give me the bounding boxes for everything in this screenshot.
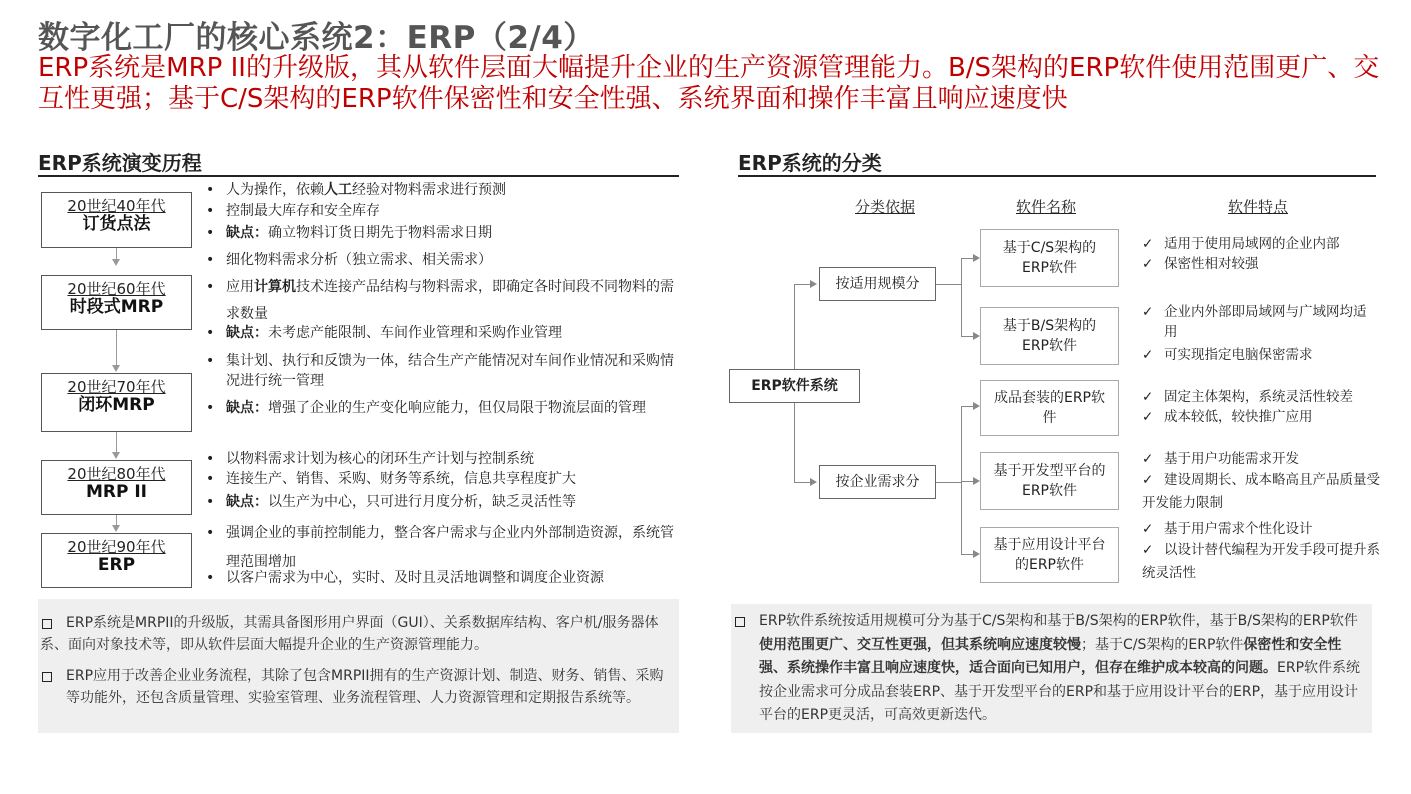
check-icon: ✓: [1142, 451, 1154, 467]
timeline-arrow: [112, 259, 120, 266]
era-bullet: • 以物料需求计划为核心的闭环生产计划与控制系统: [206, 451, 534, 467]
root-node: ERP软件系统: [729, 369, 860, 403]
tree-connector: [794, 482, 810, 483]
era-bullet: • 连接生产、销售、采购、财务等系统，信息共享程度扩大: [206, 471, 576, 487]
timeline-connector: [116, 248, 117, 259]
era-bullet: • 缺点：确立物料订货日期先于物料需求日期: [206, 225, 492, 241]
era-bullet: • 细化物料需求分析（独立需求、相关需求）: [206, 252, 492, 268]
tree-connector: [961, 406, 973, 407]
era-year: 20世纪60年代: [67, 280, 166, 298]
era-year: 20世纪80年代: [67, 465, 166, 483]
era-box-1980s: [41, 460, 192, 515]
tree-arrow: [973, 402, 980, 410]
tree-arrow: [810, 280, 817, 288]
category-node-scale: 按适用规模分: [819, 267, 936, 301]
tree-connector: [794, 284, 810, 285]
check-icon: ✓: [1142, 304, 1154, 320]
timeline-arrow: [112, 452, 120, 459]
check-icon: ✓: [1142, 542, 1154, 558]
era-name: 时段式MRP: [69, 297, 164, 317]
era-bullet: • 强调企业的事前控制能力，整合客户需求与企业内外部制造资源，系统管理范围增加: [206, 525, 674, 570]
software-node-bs: 基于B/S架构的ERP软件: [980, 307, 1119, 365]
left-note-panel: [38, 599, 679, 733]
tree-arrow: [973, 332, 980, 340]
timeline-arrow: [112, 525, 120, 532]
era-bullet: • 缺点：增强了企业的生产变化响应能力，但仅局限于物流层面的管理: [206, 400, 646, 416]
section-rule-right: [738, 175, 1376, 177]
timeline-connector: [116, 515, 117, 525]
column-header-basis: 分类依据: [855, 198, 916, 216]
software-node-dev-platform: 基于开发型平台的ERP软件: [980, 452, 1119, 510]
checkbox-square-icon: [42, 672, 52, 682]
feature-list-packaged: ✓ 固定主体架构，系统灵活性较差 ✓ 成本较低，较快推广应用: [1142, 389, 1353, 425]
feature-list-cs: ✓ 适用于使用局域网的企业内部 ✓ 保密性相对较强: [1142, 236, 1340, 272]
page-subtitle: ERP系统是MRP II的升级版，其从软件层面大幅提升企业的生产资源管理能力。B/S架构的ERP软件使用范围更广、交互性更强；基于C/S架构的ERP软件保密性和安全性强、系统界面和操作丰富且响应速度快: [38, 53, 1380, 114]
era-name: 订货点法: [82, 214, 151, 234]
column-header-name: 软件名称: [1016, 198, 1077, 216]
era-bullet: • 缺点：未考虑产能限制、车间作业管理和采购作业管理: [206, 325, 562, 341]
era-bullet: • 应用计算机技术连接产品结构与物料需求，即确定各时间段不同物料的需求数量: [206, 279, 674, 322]
era-name: MRP II: [85, 482, 148, 502]
era-bullet: • 控制最大库存和安全库存: [206, 203, 380, 219]
section-title-classification: ERP系统的分类: [738, 151, 882, 175]
right-note-panel: [731, 604, 1372, 733]
tree-connector: [961, 406, 962, 554]
era-year: 20世纪90年代: [67, 538, 166, 556]
tree-arrow: [973, 254, 980, 262]
tree-connector: [961, 258, 973, 259]
checkbox-square-icon: [42, 619, 52, 629]
software-node-packaged: 成品套装的ERP软件: [980, 380, 1119, 436]
note-item: ERP系统是MRPII的升级版，其需具备图形用户界面（GUI）、关系数据库结构、客户机/服务器体系、面向对象技术等，即从软件层面大幅提升企业的生产资源管理能力。: [40, 615, 659, 653]
tree-arrow: [810, 478, 817, 486]
era-box-1940s: [41, 192, 192, 248]
era-box-1960s: [41, 275, 192, 330]
era-bullet: • 以客户需求为中心，实时、及时且灵活地调整和调度企业资源: [206, 570, 604, 586]
tree-connector: [961, 554, 973, 555]
check-icon: ✓: [1142, 472, 1154, 488]
era-year: 20世纪40年代: [67, 197, 166, 215]
tree-connector: [961, 336, 973, 337]
era-name: 闭环MRP: [78, 395, 155, 415]
tree-connector: [936, 482, 961, 483]
feature-list-bs: ✓ 企业内外部即局域网与广域网均适用 ✓ 可实现指定电脑保密需求: [1142, 304, 1367, 363]
check-icon: ✓: [1142, 389, 1154, 405]
check-icon: ✓: [1142, 236, 1154, 252]
era-box-1990s: [41, 533, 192, 588]
tree-arrow: [973, 477, 980, 485]
checkbox-square-icon: [735, 617, 745, 627]
feature-list-design-platform: ✓ 基于用户需求个性化设计 ✓ 以设计替代编程为开发手段可提升系统灵活性: [1142, 521, 1380, 581]
category-node-demand: 按企业需求分: [819, 465, 936, 499]
check-icon: ✓: [1142, 521, 1154, 537]
tree-connector: [961, 481, 973, 482]
section-rule-left: [38, 175, 679, 177]
check-icon: ✓: [1142, 256, 1154, 272]
software-node-design-platform: 基于应用设计平台的ERP软件: [980, 527, 1119, 583]
era-box-1970s: [41, 373, 192, 432]
era-bullet: • 缺点：以生产为中心，只可进行月度分析，缺乏灵活性等: [206, 494, 576, 510]
column-header-features: 软件特点: [1228, 198, 1289, 216]
page-title: 数字化工厂的核心系统2：ERP（2/4）: [38, 20, 595, 56]
timeline-arrow: [112, 365, 120, 372]
check-icon: ✓: [1142, 409, 1154, 425]
tree-connector: [936, 284, 961, 285]
tree-arrow: [973, 550, 980, 558]
feature-list-dev-platform: ✓ 基于用户功能需求开发 ✓ 建设周期长、成本略高且产品质量受开发能力限制: [1142, 451, 1380, 511]
check-icon: ✓: [1142, 347, 1154, 363]
timeline-connector: [116, 432, 117, 452]
note-item: ERP软件系统按适用规模可分为基于C/S架构和基于B/S架构的ERP软件，基于B/S架构的ERP软件使用范围更广、交互性更强，但其系统响应速度较慢；基于C/S架构的ERP软件保密性和安全性强、系统操作丰富且响应速度快，适合面向已知用户，但存在维护成本较高的问题。ERP软件系统按企业需求可分成品套装ERP、基于开发型平台的ERP和基于应用设计平台的ERP，基于应用设计平台的ERP更灵活，可高效更新迭代。: [733, 610, 1369, 728]
section-title-evolution: ERP系统演变历程: [38, 151, 202, 175]
era-bullet: • 集计划、执行和反馈为一体，结合生产产能情况对车间作业情况和采购情况进行统一管理: [206, 353, 674, 389]
tree-connector: [961, 258, 962, 336]
era-year: 20世纪70年代: [67, 378, 166, 396]
software-node-cs: 基于C/S架构的ERP软件: [980, 229, 1119, 287]
era-name: ERP: [97, 555, 136, 575]
era-bullet: • 人为操作，依赖人工经验对物料需求进行预测: [206, 182, 506, 198]
timeline-connector: [116, 330, 117, 365]
note-item: ERP应用于改善企业业务流程，其除了包含MRPII拥有的生产资源计划、制造、财务、销售、采购等功能外，还包含质量管理、实验室管理、业务流程管理、人力资源管理和定期报告系统等。: [40, 665, 676, 709]
